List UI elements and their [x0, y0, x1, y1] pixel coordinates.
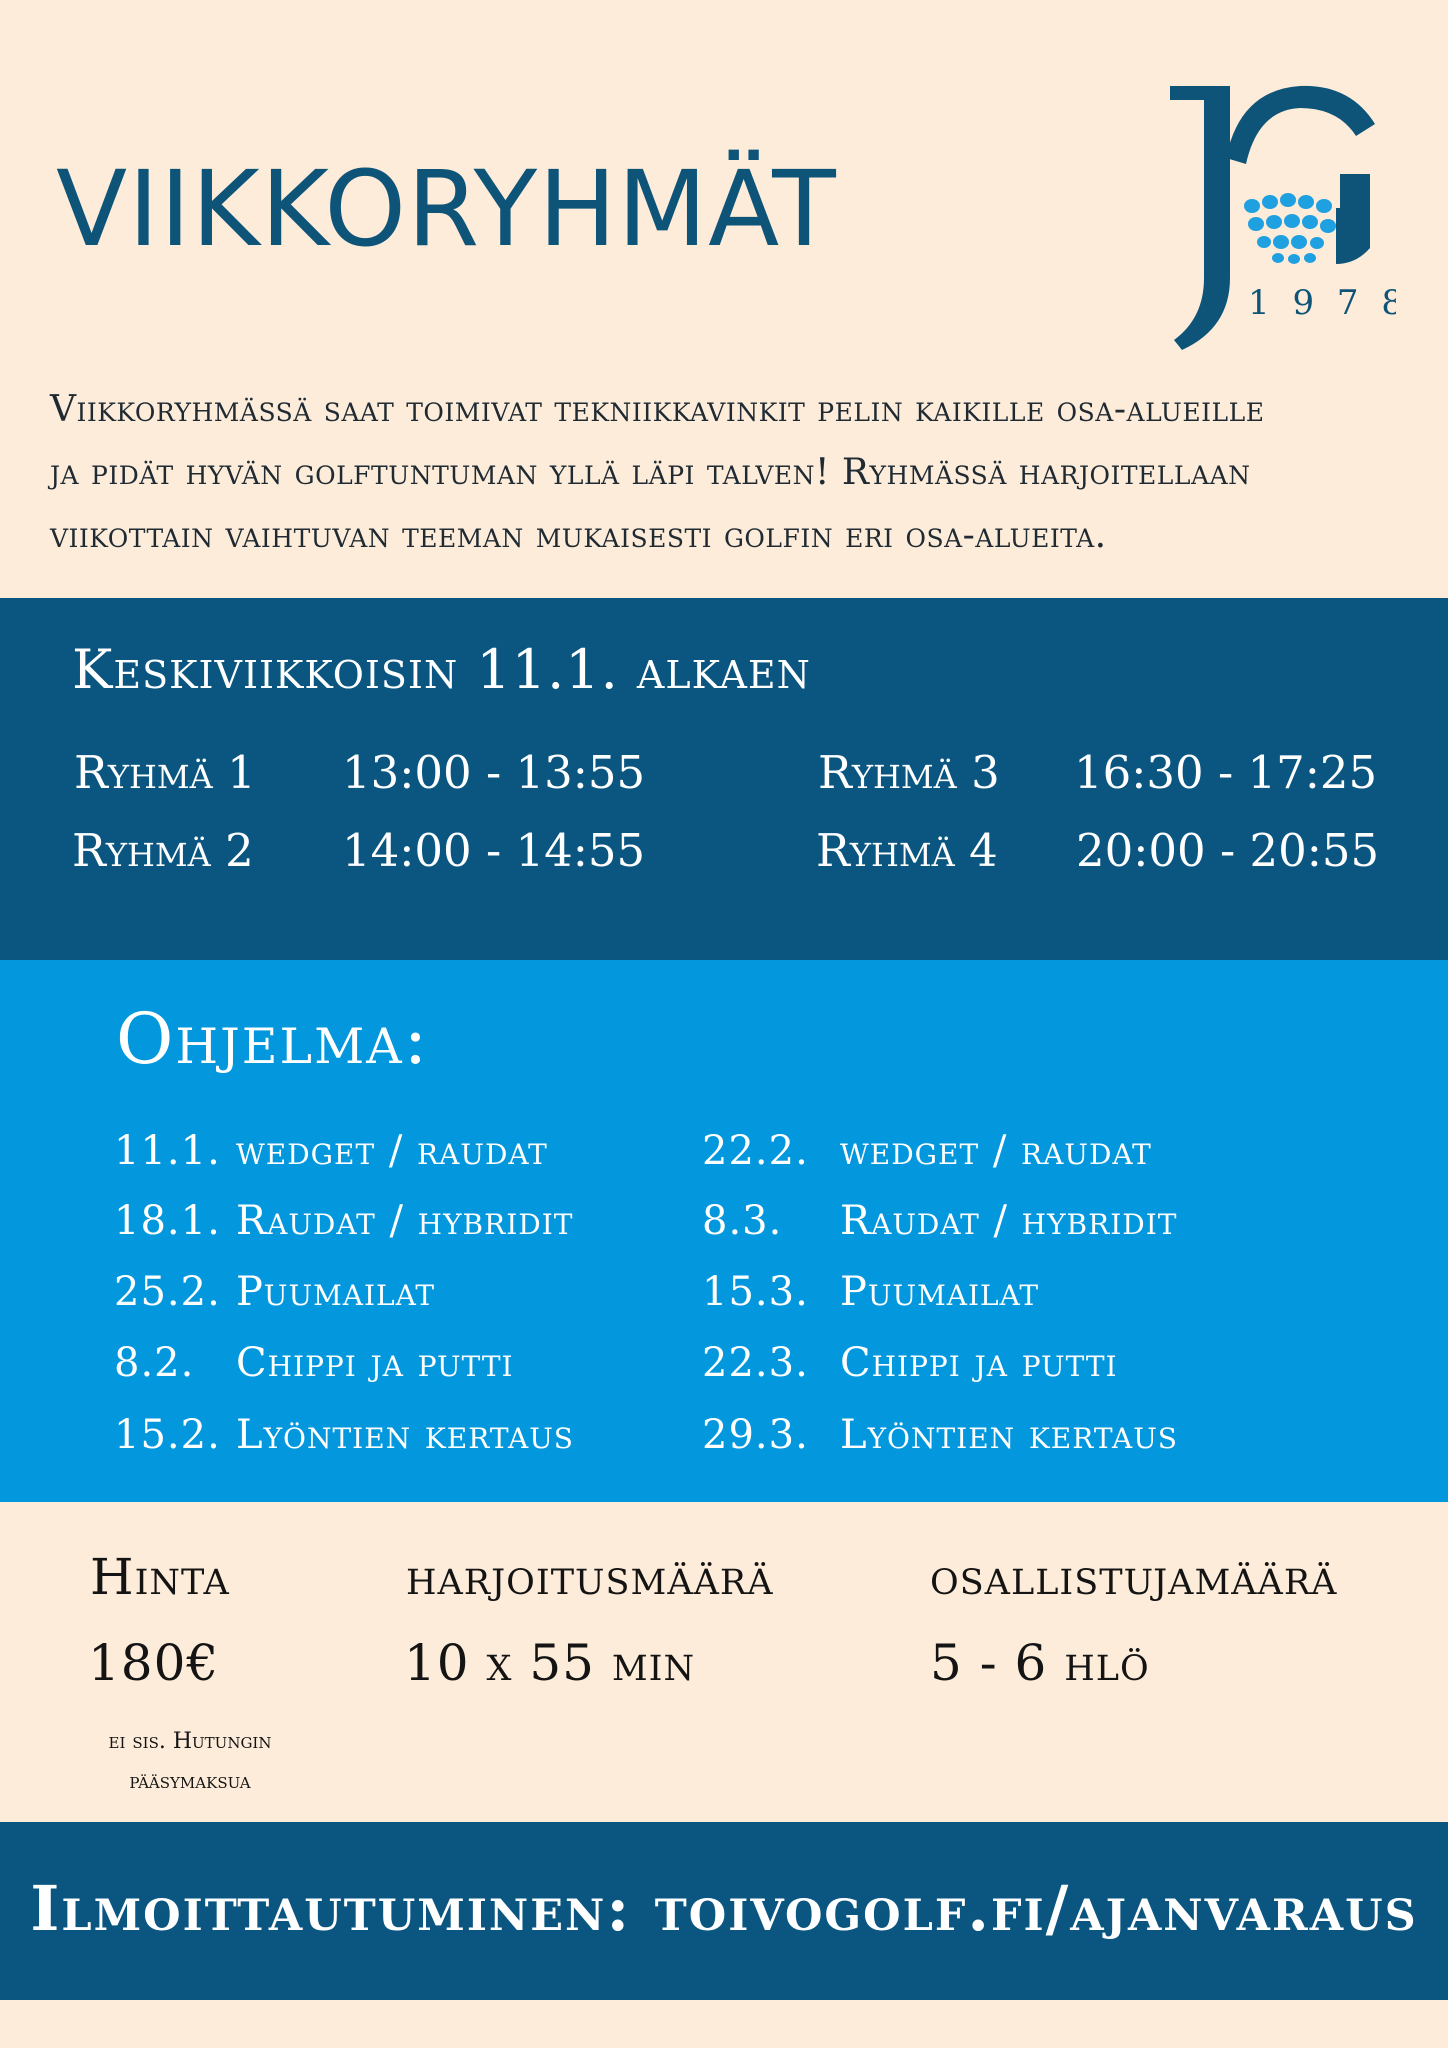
- logo-j-shape: [1170, 86, 1230, 350]
- price-value: 180€: [88, 1634, 220, 1692]
- program-topic: Chippi ja putti: [840, 1340, 1118, 1386]
- program-heading: Ohjelma:: [116, 998, 430, 1080]
- price-note-line: ei sis. Hutungin: [108, 1729, 272, 1754]
- program-section: [0, 960, 1448, 1502]
- program-date: 15.2.: [114, 1412, 221, 1458]
- group-name: Ryhmä 4: [816, 824, 998, 877]
- intro-line: viikottain vaihtuvan teeman mukaisesti golfin eri osa-alueita.: [50, 515, 1107, 556]
- logo-year: 1 9 7 8: [1248, 283, 1396, 323]
- group-time: 14:00 - 14:55: [342, 824, 646, 877]
- price-label: Hinta: [90, 1548, 230, 1606]
- program-topic: wedget / raudat: [236, 1128, 548, 1174]
- program-date: 22.2.: [702, 1128, 809, 1174]
- program-topic: Raudat / hybridit: [840, 1198, 1178, 1244]
- group-name: Ryhmä 1: [74, 746, 256, 799]
- intro-line: Viikkoryhmässä saat toimivat tekniikkavinkit pelin kaikille osa-alueille: [50, 389, 1265, 430]
- program-topic: Raudat / hybridit: [236, 1198, 574, 1244]
- program-date: 22.3.: [702, 1340, 809, 1386]
- program-date: 15.3.: [702, 1269, 809, 1315]
- program-date: 8.2.: [114, 1340, 195, 1386]
- program-topic: Chippi ja putti: [236, 1340, 514, 1386]
- intro-text: [50, 378, 1410, 567]
- schedule-section: [0, 598, 1448, 960]
- program-topic: Lyöntien kertaus: [236, 1412, 574, 1458]
- group-time: 20:00 - 20:55: [1076, 824, 1380, 877]
- schedule-heading: Keskiviikkoisin 11.1. alkaen: [72, 638, 811, 701]
- registration-banner: [0, 1822, 1448, 2000]
- group-name: Ryhmä 3: [818, 746, 1000, 799]
- program-topic: Lyöntien kertaus: [840, 1412, 1178, 1458]
- participants-label: osallistujamäärä: [930, 1548, 1338, 1606]
- program-topic: Puumailat: [236, 1269, 436, 1315]
- participants-value: 5 - 6 hlö: [930, 1634, 1150, 1692]
- intro-line: ja pidät hyvän golftuntuman yllä läpi talven! Ryhmässä harjoitellaan: [50, 452, 1251, 493]
- program-topic: wedget / raudat: [840, 1128, 1152, 1174]
- logo-g-shape: [1226, 86, 1375, 164]
- group-time: 13:00 - 13:55: [342, 746, 646, 799]
- price-note-line: pääsymaksua: [129, 1769, 251, 1794]
- club-logo: [1160, 78, 1396, 354]
- program-topic: Puumailat: [840, 1269, 1040, 1315]
- page-title: VIIKKORYHMÄT: [56, 148, 837, 270]
- price-note: [80, 1722, 300, 1802]
- program-date: 8.3.: [702, 1198, 783, 1244]
- group-name: Ryhmä 2: [72, 824, 254, 877]
- registration-link-text: Ilmoittautuminen: toivogolf.fi/ajanvaraus: [30, 1872, 1418, 1945]
- program-date: 29.3.: [702, 1412, 809, 1458]
- program-date: 25.2.: [114, 1269, 221, 1315]
- group-time: 16:30 - 17:25: [1074, 746, 1378, 799]
- program-date: 11.1.: [114, 1128, 221, 1174]
- program-date: 18.1.: [114, 1198, 221, 1244]
- sessions-label: harjoitusmäärä: [406, 1548, 774, 1606]
- sessions-value: 10 x 55 min: [404, 1634, 696, 1692]
